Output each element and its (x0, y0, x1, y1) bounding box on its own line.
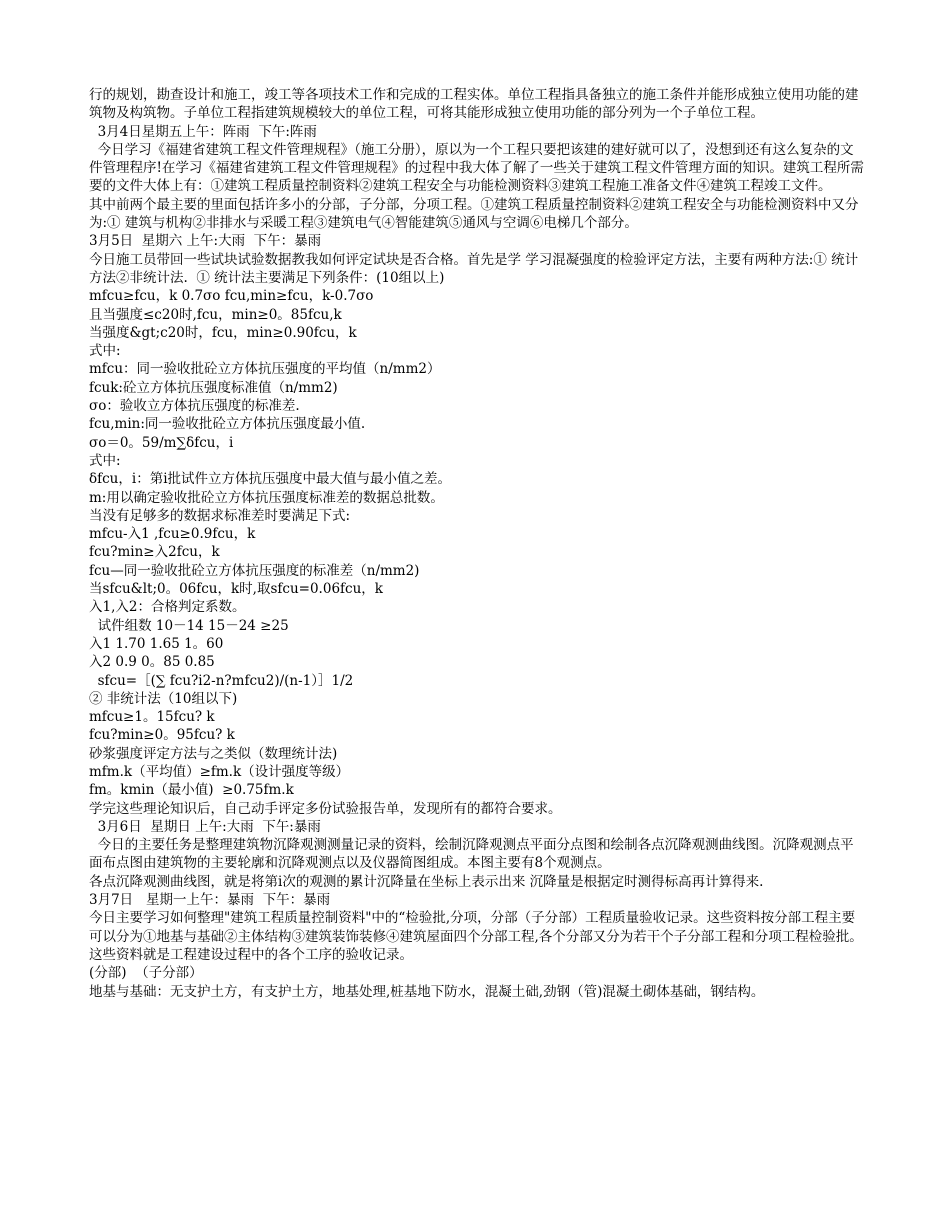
formula-line: fm。kmin（最小值) ≥0.75fm.k (89, 782, 294, 799)
table-row: 入2 0.9 0。85 0.85 (89, 654, 215, 671)
paragraph: 各点沉降观测曲线图，就是将第i次的观测的累计沉降量在坐标上表示出来 沉降量是根据定时测得标高再计算得来. (89, 873, 764, 890)
paragraph: 式中: (89, 452, 121, 469)
document-body (89, 86, 864, 1001)
paragraph: 今日主要学习如何整理"建筑工程质量控制资料"中的“检验批,分项，分部（子分部）工程质量验收记录。这些资料按分部工程主要可以分为①地基与基础②主体结构③建筑装饰装修④建筑屋面四个分部工程,各个分部又分为若干个子分部工程和分项工程检验批。 (89, 910, 863, 945)
formula-line: mfcu-入1 ,fcu≥0.9fcu，k (89, 526, 256, 543)
paragraph: ② 非统计法（10组以下) (89, 690, 238, 707)
formula-line: mfcu≥fcu，k 0.7σo fcu,min≥fcu，k-0.7σo (89, 288, 374, 305)
definition-line: fcu—同一验收批砼立方体抗压强度的标准差（n/mm2) (89, 562, 420, 579)
formula-line: fcu?min≥入2fcu，k (89, 544, 220, 561)
paragraph: 今日的主要任务是整理建筑物沉降观测测量记录的资料，绘制沉降观测点平面分点图和绘制各点沉降观测曲线图。沉降观测点平面布点图由建筑物的主要轮廓和沉降观测点以及仪器简图组成。本图主要有8个观测点。 (89, 837, 854, 872)
definition-line: m:用以确定验收批砼立方体抗压强度标准差的数据总批数。 (89, 489, 444, 506)
paragraph: 其中前两个最主要的里面包括许多小的分部，子分部，分项工程。①建筑工程质量控制资料②建筑工程安全与功能检测资料中又分为:① 建筑与机构②非排水与采暖工程③建筑电气④智能建筑⑤通风与空调⑥电梯几个部分。 (89, 196, 859, 232)
formula-line: fcu?min≥0。95fcu? k (89, 727, 235, 744)
formula-line: σo＝0。59/m∑δfcu，i (89, 434, 234, 451)
paragraph: 行的规划，勘查设计和施工，竣工等各项技术工作和完成的工程实体。单位工程指具备独立的施工条件并能形成独立使用功能的建筑物及构筑物。子单位工程指建筑规模较大的单位工程，可将其能形成独立使用功能的部分列为一个子单位工程。 (89, 87, 859, 122)
definition-line: mfcu：同一验收批砼立方体抗压强度的平均值（n/mm2） (89, 361, 441, 378)
date-heading: 3月7日 星期一上午：暴雨 下午：暴雨 (89, 892, 331, 909)
formula-line: 当sfcu&lt;0。06fcu，k时,取sfcu=0.06fcu，k (89, 581, 383, 598)
paragraph: 当没有足够多的数据求标准差时要满足下式: (89, 507, 351, 524)
paragraph: 今日施工员带回一些试块试验数据教我如何评定试块是否合格。首先是学 学习混凝强度的检验评定方法，主要有两种方法:① 统计方法②非统计法. ① 统计法主要满足下列条件：(10组以上) (89, 251, 859, 286)
formula-line: sfcu=［(∑ fcu?i2-n?mfcu2)/(n-1）］1/2 (89, 672, 354, 689)
paragraph: 入1,入2：合格判定系数。 (89, 599, 246, 616)
formula-line: 当强度&gt;c20时，fcu，min≥0.90fcu，k (89, 324, 357, 341)
date-heading: 3月5日 星期六 上午:大雨 下午：暴雨 (89, 233, 322, 250)
table-row: 入1 1.70 1.65 1。60 (89, 635, 224, 652)
paragraph: 地基与基础：无支护土方，有支护土方，地基处理,桩基地下防水，混凝土础,劲钢（管)混凝土砌体基础，钢结构。 (89, 983, 765, 1000)
table-row: 试件组数 10－14 15－24 ≥25 (89, 617, 289, 634)
formula-line: 且当强度≤c20时,fcu，min≥0。85fcu,k (89, 306, 342, 323)
paragraph: 这些资料就是工程建设过程中的各个工序的验收记录。 (89, 946, 413, 963)
paragraph: 式中: (89, 343, 121, 360)
date-heading: 3月6日 星期日 上午:大雨 下午:暴雨 (89, 818, 321, 835)
paragraph: 砂浆强度评定方法与之类似（数理统计法) (89, 745, 338, 762)
formula-line: mfm.k（平均值）≥fm.k（设计强度等级） (89, 763, 350, 780)
definition-line: fcuk:砼立方体抗压强度标准值（n/mm2) (89, 379, 338, 396)
paragraph: 学完这些理论知识后，自己动手评定多份试验报告单，发现所有的都符合要求。 (89, 800, 562, 817)
paragraph: (分部) （子分部） (89, 965, 203, 982)
definition-line: δfcu，i：第i批试件立方体抗压强度中最大值与最小值之差。 (89, 471, 452, 488)
definition-line: σo：验收立方体抗压强度的标准差. (89, 398, 300, 415)
paragraph: 今日学习《福建省建筑工程文件管理规程》（施工分册），原以为一个工程只要把该建的建好就可以了，没想到还有这么复杂的文件管理程序!在学习《福建省建筑工程文件管理规程》的过程中我大体了解了一些关于建筑工程文件管理方面的知识。建筑工程所需要的文件大体上有：①建筑工程质量控制资料②建筑工程安全与功能检测资料③建筑工程施工准备文件④建筑工程竣工文件。 (89, 141, 864, 195)
date-heading: 3月4日星期五上午：阵雨 下午:阵雨 (89, 123, 317, 140)
definition-line: fcu,min:同一验收批砼立方体抗压强度最小值. (89, 416, 366, 433)
formula-line: mfcu≥1。15fcu? k (89, 709, 215, 726)
